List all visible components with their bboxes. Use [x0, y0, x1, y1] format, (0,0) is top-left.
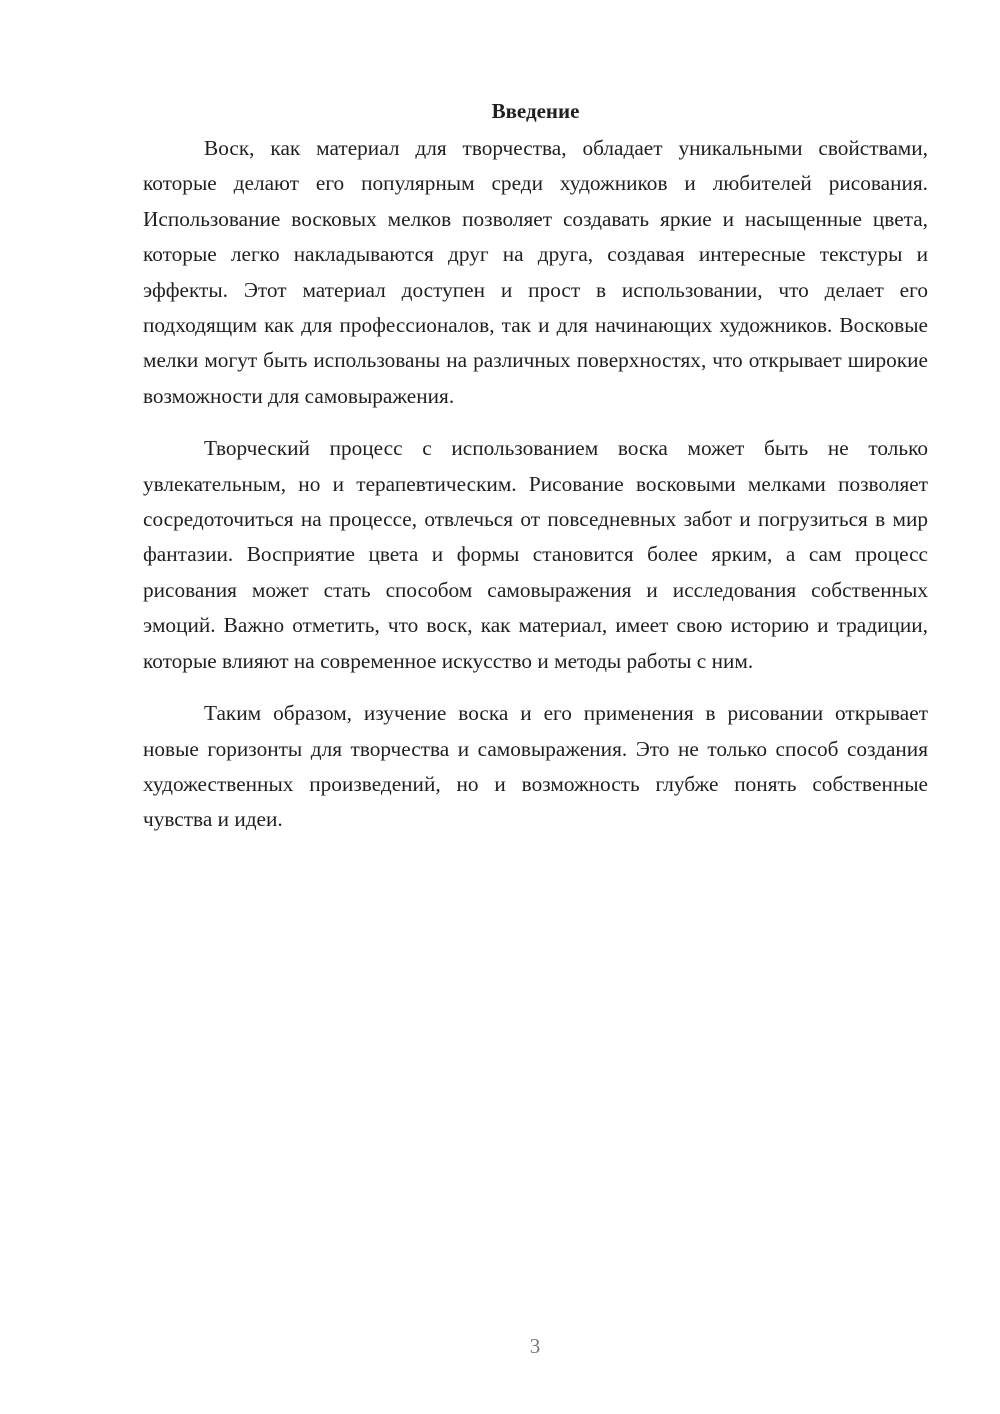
paragraph-1: Воск, как материал для творчества, обладает уникальными свойствами, которые делают его популярным среди художников и любителей рисования. Использование восковых мелков позволяет создавать яркие и насыщенные цвета, которые легко накладываются друг на друга, создавая интересные текстуры и эффекты. Этот материал доступен и прост в использовании, что делает его подходящим как для профессионалов, так и для начинающих художников. Восковые мелки могут быть использованы на различных поверхностях, что открывает широкие возможности для самовыражения.: [143, 136, 928, 408]
section-heading: Введение: [491, 99, 580, 123]
page-content: [143, 96, 928, 855]
page-number: 3: [529, 1334, 541, 1358]
paragraph-2: Творческий процесс с использованием воска может быть не только увлекательным, но и терапевтическим. Рисование восковыми мелками позволяет сосредоточиться на процессе, отвлечься от повседневных забот и погрузиться в мир фантазии. Восприятие цвета и формы становится более ярким, а сам процесс рисования может стать способом самовыражения и исследования собственных эмоций. Важно отметить, что воск, как материал, имеет свою историю и традиции, которые влияют на современное искусство и методы работы с ним.: [143, 436, 928, 673]
paragraph-3: Таким образом, изучение воска и его применения в рисовании открывает новые горизонты для творчества и самовыражения. Это не только способ создания художественных произведений, но и возможность глубже понять собственные чувства и идеи.: [143, 701, 928, 832]
